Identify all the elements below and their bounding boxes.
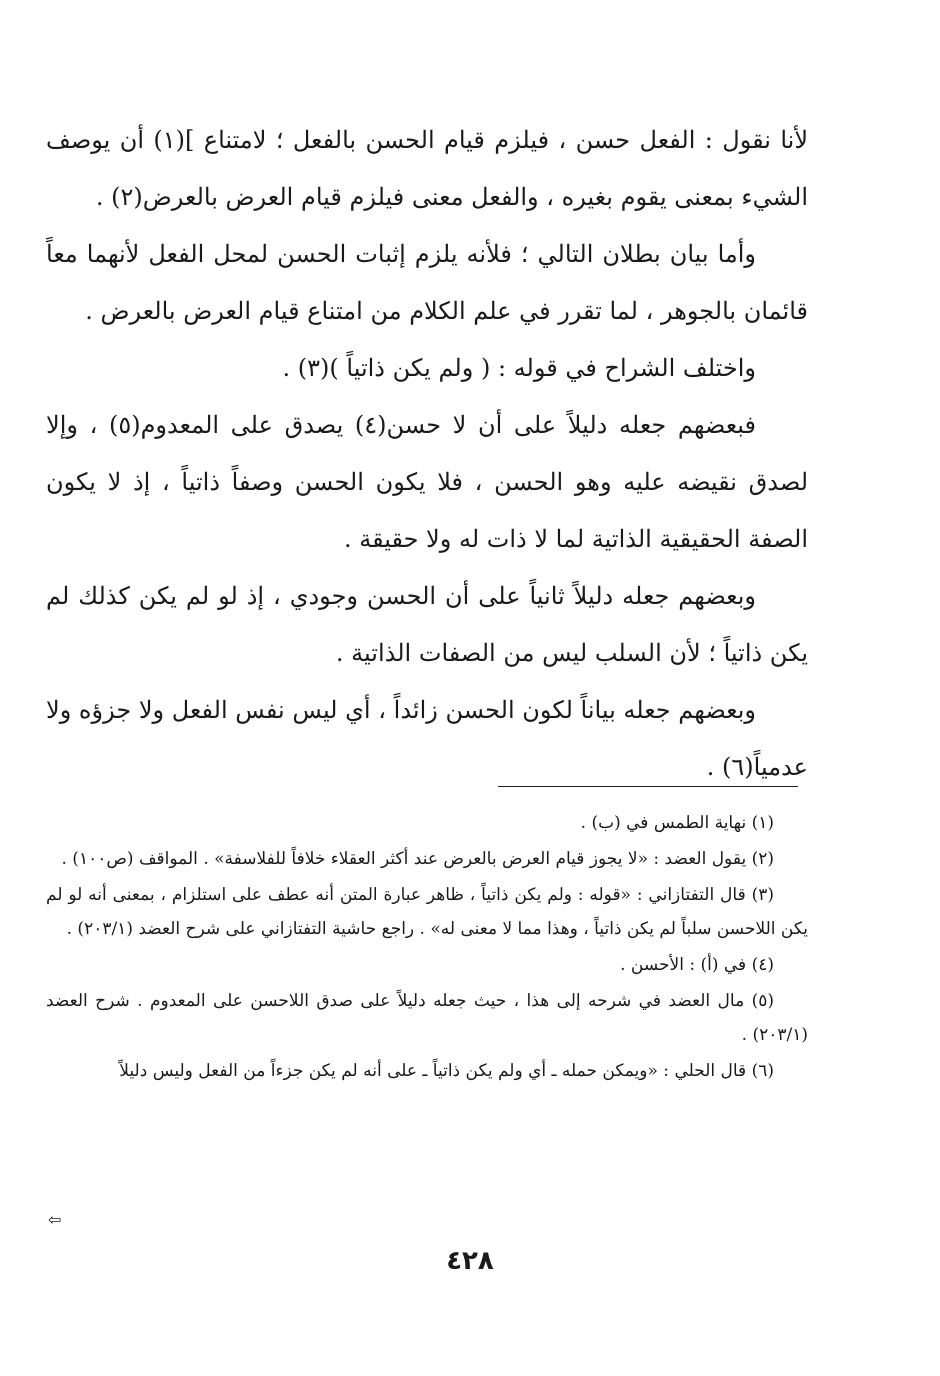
footnotes — [46, 806, 808, 1088]
continuation-arrow-icon: ⇦ — [48, 1210, 62, 1229]
body-paragraph-6: وبعضهم جعله بياناً لكون الحسن زائداً ، أي ليس نفس الفعل ولا جزؤه ولا عدمياً(٦) . — [46, 696, 808, 781]
body-paragraph-5: وبعضهم جعله دليلاً ثانياً على أن الحسن وجودي ، إذ لو لم يكن كذلك لم يكن ذاتياً ؛ لأن السلب ليس من الصفات الذاتية . — [46, 582, 808, 667]
body-paragraph-1: لأنا نقول : الفعل حسن ، فيلزم قيام الحسن بالفعل ؛ لامتناع ](١) أن يوصف الشيء بمعنى يقوم بغيره ، والفعل معنى فيلزم قيام العرض بالعرض(٢) . — [46, 126, 809, 211]
footnote-3: (٣) قال التفتازاني : «قوله : ولم يكن ذاتياً ، ظاهر عبارة المتن أنه عطف على استلزام ، بمعنى أنه لو لم يكن اللاحسن سلباً لم يكن ذاتياً ، وهذا مما لا معنى له» . راجع حاشية التفتازاني على شرح العضد (٢٠٣/١) . — [46, 885, 808, 939]
footnote-6: (٦) قال الحلي : «ويمكن حمله ـ أي ولم يكن ذاتياً ـ على أنه لم يكن جزءاً من الفعل وليس دليلاً — [119, 1061, 774, 1081]
footnote-2: (٢) يقول العضد : «لا يجوز قيام العرض بالعرض عند أكثر العقلاء خلافاً للفلاسفة» . المواقف (ص١٠٠) . — [61, 849, 774, 869]
footnote-5: (٥) مال العضد في شرحه إلى هذا ، حيث جعله دليلاً على صدق اللاحسن على المعدوم . شرح العضد (٢٠٣/١) . — [46, 991, 808, 1045]
body-paragraph-2: وأما بيان بطلان التالي ؛ فلأنه يلزم إثبات الحسن لمحل الفعل لأنهما معاً قائمان بالجوهر ، لما تقرر في علم الكلام من امتناع قيام العرض بالعرض . — [46, 240, 808, 325]
footnote-1: (١) نهاية الطمس في (ب) . — [580, 813, 774, 833]
main-text — [46, 112, 808, 796]
body-paragraph-3: واختلف الشراح في قوله : ( ولم يكن ذاتياً )(٣) . — [282, 354, 756, 382]
body-paragraph-4: فبعضهم جعله دليلاً على أن لا حسن(٤) يصدق على المعدوم(٥) ، وإلا لصدق نقيضه عليه وهو الحسن ، فلا يكون الحسن وصفاً ذاتياً ، إذ لا يكون الصفة الحقيقية الذاتية لما لا ذات له ولا حقيقة . — [46, 411, 808, 553]
footnote-4: (٤) في (أ) : الأحسن . — [620, 955, 774, 975]
page-number: ٤٢٨ — [446, 1246, 494, 1276]
footnote-separator — [498, 786, 798, 787]
